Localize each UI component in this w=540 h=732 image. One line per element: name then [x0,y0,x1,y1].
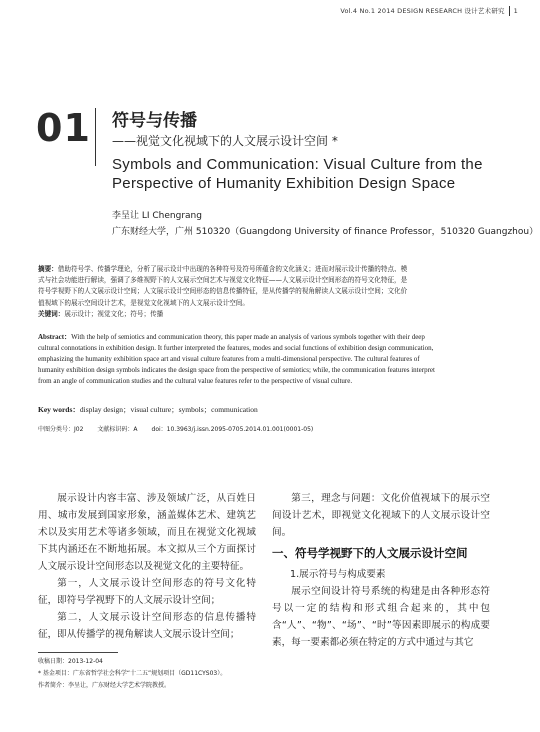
header-divider [509,6,510,16]
keywords-en [38,404,508,415]
keywords-en-label: Key words： [38,405,80,414]
abstract-cn-line2: 式与社会功能进行解读，强调了多维视野下的人文展示空间艺术与视觉文化特征——人文展示设计空间形态的符号文化特征，是 [38,276,408,285]
footnote-divider [38,652,118,653]
keywords-cn [38,309,508,320]
body-right-column-bottom [272,583,490,651]
title-en [112,155,522,193]
footnote-author-bio: 作者简介：李呈让，广东财经大学艺术学院教授。 [38,682,171,689]
title-en-line1: Symbols and Communication: Visual Culture from the [112,156,483,173]
title-cn: 符号与传播 [112,111,197,131]
section-heading: 一、符号学视野下的人文展示设计空间 [272,546,468,560]
article-number: 01 [36,106,91,150]
abstract-en-line2: cultural connotations in exhibition design. It further interpreted the features, modes and social functions of exhibition design communication, [38,344,434,352]
abstract-cn-text1: 借助符号学、传播学理论，分析了展示设计中出现的各种符号及符号所蕴含的文化涵义；进而对展示设计传播的特点、模 [57,265,408,273]
doi: doi：10.3963/j.issn.2095-0705.2014.01.001(0001-05) [151,426,314,433]
abstract-cn [38,264,508,320]
abstract-en-line3: emphasizing the humanity exhibition space art and visual culture features from a multi-dimensional perspective. The cultural features of [38,355,420,363]
document-code: 文献标识码：A [97,426,138,433]
body-left-paragraph1: 展示设计内容丰富、涉及领域广泛，从百姓日用、城市发展到国家形象，涵盖媒体艺术、建筑艺术以及实用艺术等诸多领域，而且在视觉文化视域下其内涵还在不断地拓展。本文拟从三个方面探讨人文展示设计空间形态以及视觉文化的主要特征。 [38,493,256,572]
abstract-en-text1: With the help of semiotics and communication theory, this paper made an analysis of various symbols together with their deep [71,333,425,341]
abstract-en-line1 [38,332,508,343]
title-divider [95,108,96,166]
abstract-en-label: Abstract： [38,333,72,341]
subsection-heading: 1.展示符号与构成要素 [290,569,386,580]
title-en-line2: Perspective of Humanity Exhibition Design Space [112,175,456,192]
keywords-cn-text: 展示设计；视觉文化；符号；传播 [64,309,164,318]
page-number: 1 [513,7,518,15]
abstract-cn-line4: 值视域下的展示空间设计艺术，是视觉文化视域下的人文展示设计空间。 [38,298,249,307]
footnote-fund: * 基金项目：广东省哲学社会科学“十二五”规划项目（GD11CYS03）。 [38,670,227,677]
abstract-cn-label: 摘要： [38,265,58,273]
body-left-column [38,490,256,643]
abstract-cn-line1 [38,264,508,275]
body-right-column-top [272,490,490,541]
abstract-cn-line3: 符号学视野下的人文展示设计空间；人文展示设计空间形态的信息传播特征，是从传播学的视角解读人文展示设计空间；文化价 [38,287,408,296]
body-left-paragraph2: 第一，人文展示设计空间形态的符号文化特征，即符号学视野下的人文展示设计空间； [38,578,256,606]
abstract-en-line4: humanity exhibition design symbols indicates the design space from the perspective of semiotics; while, the communication features interpret [38,366,435,374]
abstract-en [38,332,508,387]
classification-line [38,424,327,433]
running-header [340,6,518,16]
footnote-received: 收稿日期：2013-12-04 [38,658,103,665]
keywords-en-text: display design；visual culture；symbols；communication [79,405,258,414]
authors: 李呈让 LI Chengrang [112,211,202,221]
affiliation: 广东财经大学，广州 510320（Guangdong University of finance Professor，510320 Guangzhou） [112,227,539,237]
body-right-paragraph2: 展示空间设计符号系统的构建是由各种形态符号以一定的结构和形式组合起来的，其中包含“人”、“物”、“场”、“时”等因素即展示的构成要素，每一要素都必须在特定的方式中通过与其它 [272,586,490,648]
body-left-paragraph3: 第二，人文展示设计空间形态的信息传播特征，即从传播学的视角解读人文展示设计空间； [38,612,256,640]
keywords-cn-label: 关键词： [38,309,65,318]
journal-line: Vol.4 No.1 2014 DESIGN RESEARCH 设计艺术研究 [340,7,505,15]
abstract-en-line5: from an angle of communication studies and the cultural value features refer to the perspective of visual culture. [38,377,353,385]
body-right-paragraph1: 第三，理念与问题：文化价值视域下的展示空间设计艺术，即视觉文化视域下的人文展示设计空间。 [272,493,490,538]
subtitle-cn: ——视觉文化视域下的人文展示设计空间 * [112,134,338,148]
clc-number: 中图分类号：J02 [38,426,84,433]
